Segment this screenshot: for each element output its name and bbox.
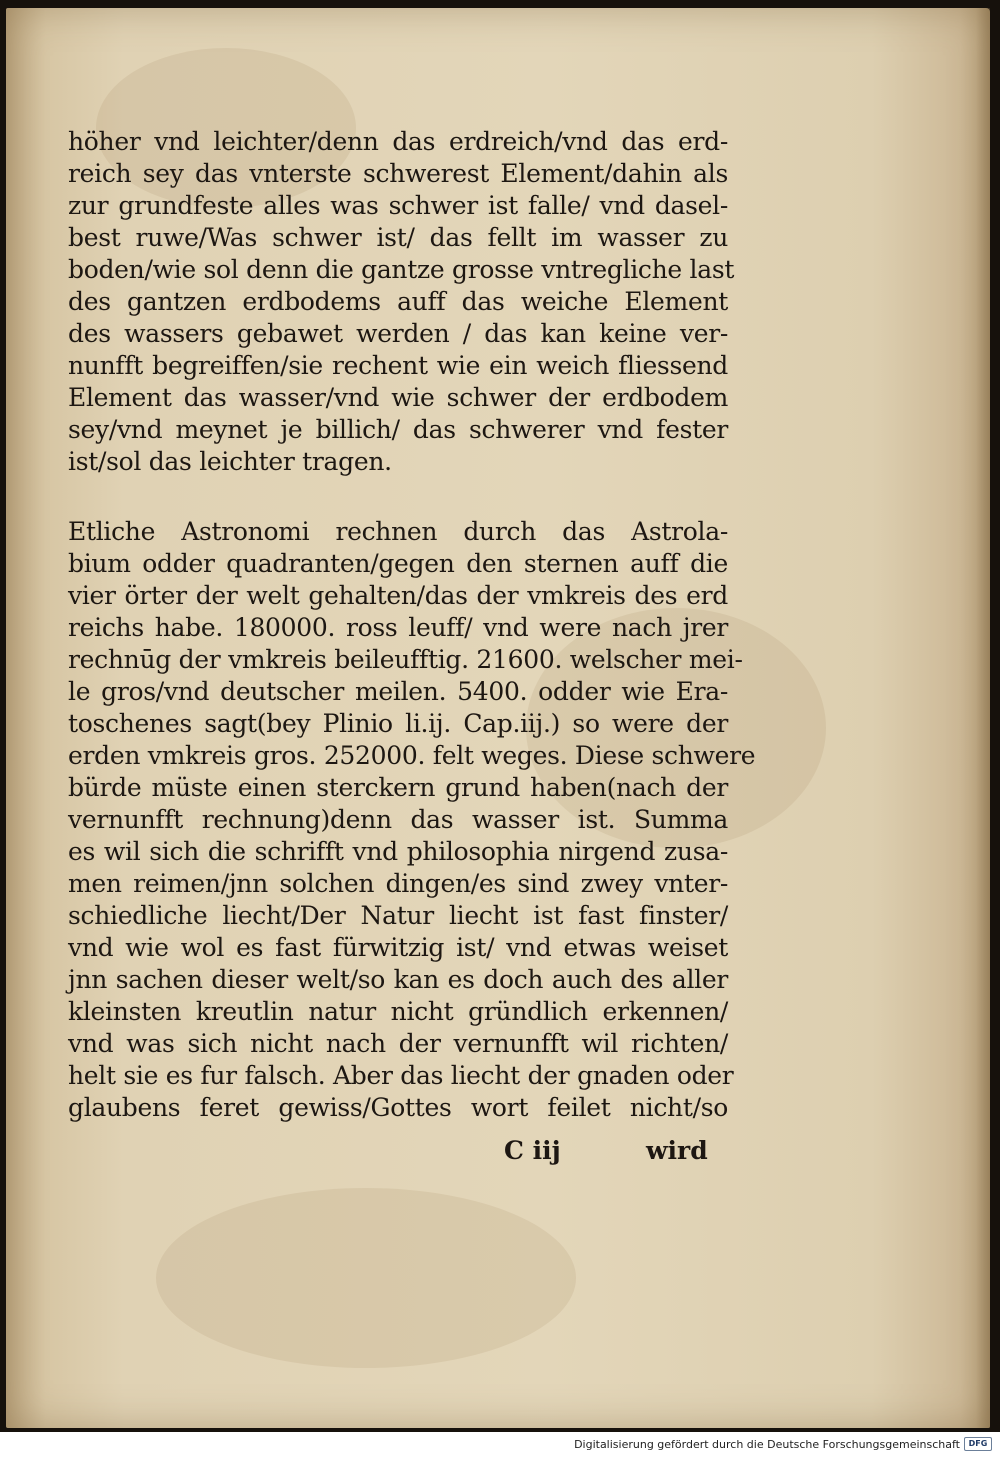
text-line: vernunfft rechnung)denn das wasser ist. Summa — [68, 805, 728, 834]
text-line: Etliche Astronomi rechnen durch das Astrola‑ — [68, 517, 728, 546]
text-line: ist/sol das leichter tragen. — [68, 447, 392, 476]
text-line: schiedliche liecht/Der Natur liecht ist fast finster/ — [68, 901, 728, 930]
text-line: rechnūg der vmkreis beileufftig. 21600. welscher mei‑ — [68, 645, 743, 674]
text-line: vnd wie wol es fast fürwitzig ist/ vnd etwas weiset — [68, 933, 728, 962]
text-line: toschenes sagt(bey Plinio li.ij. Cap.iij.) so were der — [68, 709, 728, 738]
text-line: des wassers gebawet werden / das kan keine ver‑ — [68, 319, 728, 348]
paragraph-gap — [68, 478, 728, 516]
text-line: reich sey das vnterste schwerest Element/dahin als — [68, 159, 728, 188]
credit-bar — [0, 1432, 1000, 1457]
dfg-logo[interactable]: DFG — [964, 1437, 992, 1451]
funding-credit: Digitalisierung gefördert durch die Deutsche Forschungsgemeinschaft — [574, 1438, 960, 1451]
text-line: kleinsten kreutlin natur nicht gründlich erkennen/ — [68, 997, 728, 1026]
text-line: bürde müste einen sterckern grund haben(nach der — [68, 773, 728, 802]
text-line: sey/vnd meynet je billich/ das schwerer vnd fester — [68, 415, 728, 444]
text-line: höher vnd leichter/denn das erdreich/vnd das erd‑ — [68, 127, 728, 156]
text-line: zur grundfeste alles was schwer ist falle/ vnd dasel‑ — [68, 191, 728, 220]
text-line: helt sie es fur falsch. Aber das liecht der gnaden oder — [68, 1061, 734, 1090]
text-line: vnd was sich nicht nach der vernunfft wil richten/ — [68, 1029, 728, 1058]
text-line: des gantzen erdbodems auff das weiche Element — [68, 287, 728, 316]
text-line: le gros/vnd deutscher meilen. 5400. odder wie Era‑ — [68, 677, 728, 706]
text-line: men reimen/jnn solchen dingen/es sind zwey vnter‑ — [68, 869, 728, 898]
text-line: boden/wie sol denn die gantze grosse vntregliche last — [68, 255, 735, 284]
body-text — [68, 126, 756, 1124]
text-line: bium odder quadranten/gegen den sternen auff die — [68, 549, 728, 578]
book-page — [6, 8, 990, 1428]
text-line: erden vmkreis gros. 252000. felt weges. Diese schwere — [68, 741, 756, 770]
paper-stain — [156, 1188, 576, 1368]
signature-mark: C iij — [504, 1136, 561, 1165]
text-line: best ruwe/Was schwer ist/ das fellt im wasser zu — [68, 223, 728, 252]
catchword: wird — [646, 1136, 708, 1165]
text-line: vier örter der welt gehalten/das der vmkreis des erd — [68, 581, 728, 610]
paragraph-1 — [68, 126, 735, 478]
text-line: reichs habe. 180000. ross leuff/ vnd were nach jrer — [68, 613, 728, 642]
text-line: jnn sachen dieser welt/so kan es doch auch des aller — [68, 965, 728, 994]
text-line: es wil sich die schrifft vnd philosophia nirgend zusa‑ — [68, 837, 728, 866]
text-line: nunfft begreiffen/sie rechent wie ein weich fliessend — [68, 351, 728, 380]
paragraph-2 — [68, 516, 756, 1124]
text-line: glaubens feret gewiss/Gottes wort feilet nicht/so — [68, 1093, 728, 1122]
text-line: Element das wasser/vnd wie schwer der erdbodem — [68, 383, 728, 412]
page-edge-shadow — [976, 8, 990, 1428]
